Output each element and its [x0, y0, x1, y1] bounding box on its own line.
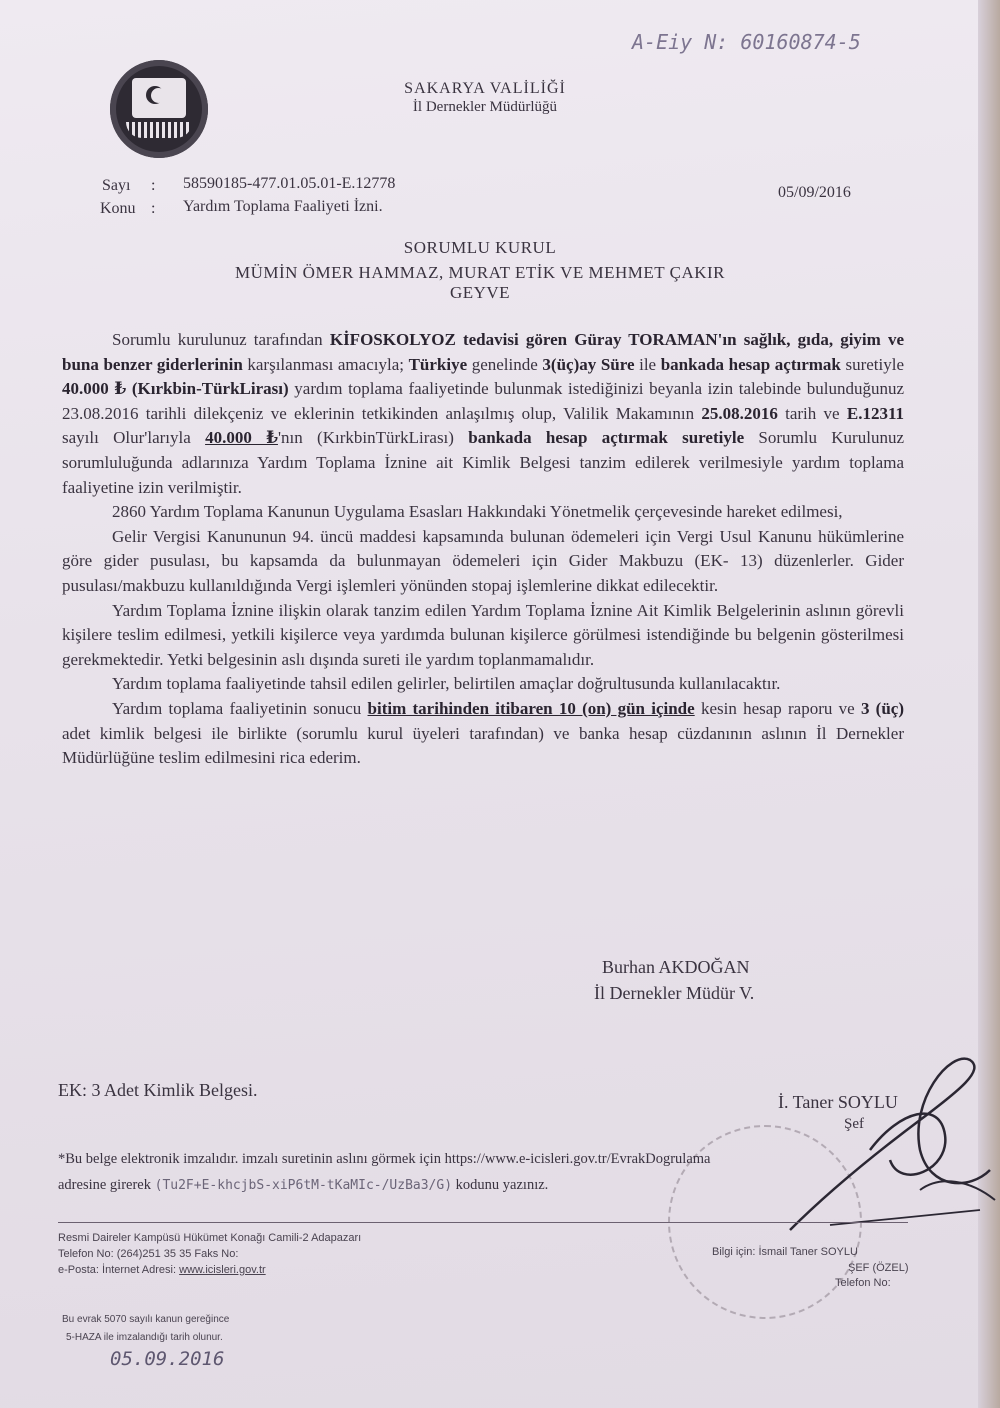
website-link[interactable]: www.icisleri.gov.tr	[179, 1264, 266, 1276]
verification-code: (Tu2F+E-khcjbS-xiP6tM-tKaMIc-/UzBa3/G)	[154, 1178, 453, 1193]
paragraph-5: Yardım toplama faaliyetinde tahsil edilen gelirler, belirtilen amaçlar doğrultusunda kullanılacaktır.	[112, 674, 781, 694]
bottom-stamp-handwritten-date: 05.09.2016	[110, 1348, 225, 1370]
footer-phone: Telefon No: (264)251 35 35 Faks No:	[58, 1248, 239, 1260]
colon: :	[151, 177, 156, 194]
paragraph-6: Yardım toplama faaliyetinin sonucu bitim tarihinden itibaren 10 (on) gün içinde kesin hesap raporu ve 3 (üç) adet kimlik belgesi ile birlikte (sorumlu kurul üyeleri tarafından) ve banka hesap cüzdanının aslının İl Dernekler Müdürlüğüne teslim edilmesini rica ederim.	[62, 698, 905, 768]
governorship-seal-icon	[110, 60, 208, 158]
footer-address: Resmi Daireler Kampüsü Hükümet Konağı Camili-2 Adapazarı	[58, 1232, 362, 1244]
sayi-value: 58590185-477.01.05.01-E.12778	[183, 175, 396, 192]
handwritten-signature	[770, 1040, 1000, 1260]
footer-divider	[58, 1222, 908, 1223]
letter-body	[62, 328, 904, 771]
footer-info-title: ŞEF (ÖZEL)	[848, 1262, 909, 1274]
attachment-note: EK: 3 Adet Kimlik Belgesi.	[58, 1080, 258, 1100]
signer-title: İl Dernekler Müdür V.	[594, 983, 755, 1003]
paragraph-3: Gelir Vergisi Kanununun 94. üncü maddesi kapsamında bulunan ödemeleri için Vergi Usul Kanunu hükümlerine göre gider pusulası, bu kapsamda da bulunmayan ödemeleri için Gider Makbuzu (EK- 13) düzenlerler. Gider pusulası/makbuzu kullanıldığında Vergi işlemleri yönünden stopaj işlemlerine dikkat edilecektir.	[62, 526, 904, 595]
recipient-line-3: GEYVE	[449, 283, 511, 302]
e-signature-note-line-1: *Bu belge elektronik imzalıdır. imzalı suretinin aslını görmek için https://www.e-icisleri.gov.tr/EvrakDogrulama	[58, 1151, 711, 1167]
colon: :	[151, 200, 156, 217]
bottom-stamp-line-1: Bu evrak 5070 sayılı kanun gereğince	[62, 1314, 230, 1325]
institution-subtitle: İl Dernekler Müdürlüğü	[412, 99, 558, 115]
recipient-line-1: SORUMLU KURUL	[403, 238, 557, 257]
second-signer-title: Şef	[844, 1116, 864, 1132]
paragraph-4: Yardım Toplama İznine ilişkin olarak tanzim edilen Yardım Toplama İznine Ait Kimlik Belgelerinin aslının görevli kişilere teslim edilmesi, yetkili kişilerce veya yardımda bulunan kişilerce görülmesi istendiğinde bu belgenin gösterilmesi gerekmektedir. Yetki belgesinin aslı dışında sureti ile yardım toplanmamalıdır.	[62, 600, 904, 669]
e-signature-note-line-2: adresine girerek (Tu2F+E-khcjbS-xiP6tM-tKaMIc-/UzBa3/G) kodunu yazınız.	[58, 1177, 549, 1193]
paragraph-1: Sorumlu kurulunuz tarafından KİFOSKOLYOZ tedavisi gören Güray TORAMAN'ın sağlık, gıda, giyim ve buna benzer giderlerinin karşılanması amacıyla; Türkiye genelinde 3(üç)ay Süre ile bankada hesap açtırmak suretiyle 40.000 ₺ (Kırkbin-TürkLirası) yardım toplama faaliyetinde bulunmak istediğinizi beyanla izin talebinde bulunduğunuz 23.08.2016 tarihli dilekçeniz ve eklerinin tetkikinden anlaşılmış olup, Valilik Makamının 25.08.2016 tarih ve E.12311 sayılı Olur'larıyla 40.000 ₺'nın (KırkbinTürkLirası) bankada hesap açtırmak suretiyle Sorumlu Kurulunuz sorumluluğunda adlarınıza Yardım Toplama İznine ait Kimlik Belgesi tanzim edilerek verilmesiyle yardım toplama faaliyetine izin verilmiştir.	[62, 330, 905, 497]
institution-title: SAKARYA VALİLİĞİ	[404, 80, 566, 97]
signer-name: Burhan AKDOĞAN	[602, 957, 750, 977]
second-signer-name: İ. Taner SOYLU	[778, 1092, 898, 1112]
recipient-line-2: MÜMİN ÖMER HAMMAZ, MURAT ETİK VE MEHMET ÇAKIR	[234, 263, 726, 282]
bottom-stamp-line-2: 5-HAZA ile imzalandığı tarih olunur.	[66, 1332, 223, 1343]
footer-info-phone: Telefon No:	[835, 1277, 891, 1289]
sayi-label: Sayı	[102, 177, 131, 194]
konu-value: Yardım Toplama Faaliyeti İzni.	[183, 198, 383, 215]
konu-label: Konu	[100, 200, 136, 217]
footer-info-label: Bilgi için: İsmail Taner SOYLU	[712, 1246, 858, 1258]
handwritten-reference: A-Eiy N: 60160874-5	[632, 30, 861, 54]
footer-email: e-Posta: İnternet Adresi: www.icisleri.gov.tr	[58, 1264, 266, 1276]
document-date: 05/09/2016	[778, 184, 851, 201]
paragraph-2: 2860 Yardım Toplama Kanunun Uygulama Esasları Hakkındaki Yönetmelik çerçevesinde hareket edilmesi,	[112, 502, 843, 522]
